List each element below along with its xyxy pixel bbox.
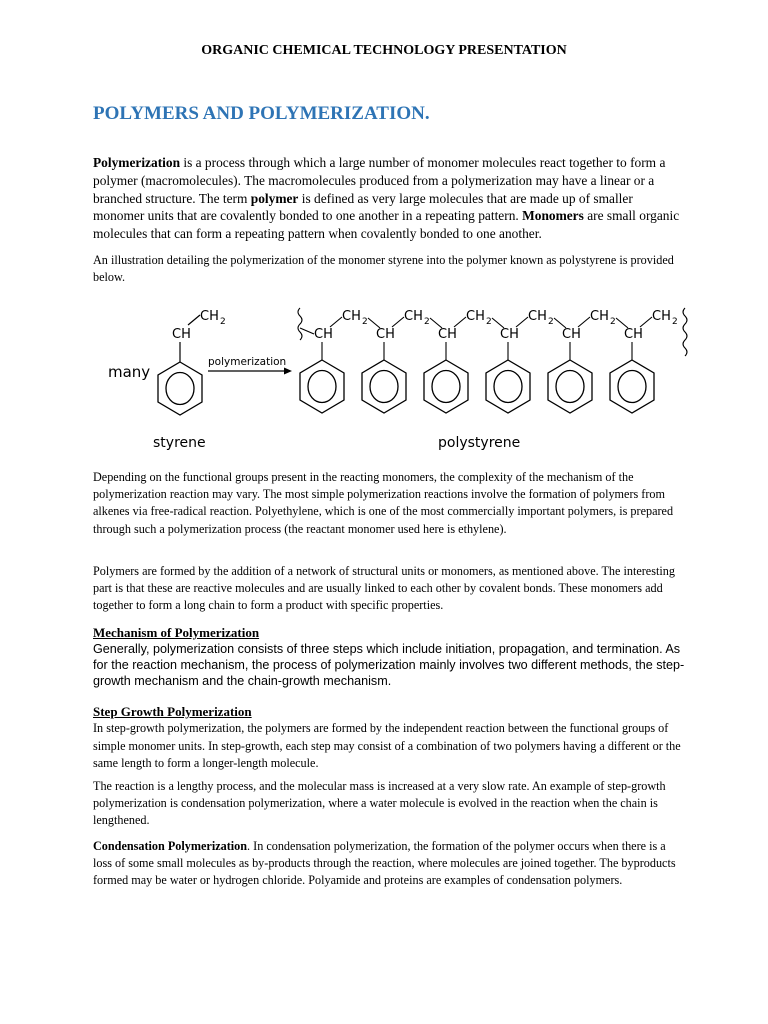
arrow-head <box>284 368 292 375</box>
benzene-ring-inner <box>432 371 460 403</box>
chain-ch-label: CH <box>624 327 643 342</box>
intro-text-1: is a process through which a large number of monomer molecules react together to form a polymer (macromolecules). The macromolecules produced from a polymerization may have a linear or a branched structure. The term <box>93 155 666 206</box>
chain-bond <box>392 317 404 327</box>
condensation-text: . In condensation polymerization, the formation of the polymer occurs when there is a loss of some small molecules as by-products through the reaction, where molecules are joined together. The byproducts formed may be water or hydrogen chloride. Polyamide and proteins are examples of condensation polymers. <box>93 839 676 888</box>
benzene-ring-inner <box>618 371 646 403</box>
chain-bond <box>640 317 652 327</box>
benzene-ring-inner <box>370 371 398 403</box>
chain-ch2-subscript: 2 <box>486 317 492 327</box>
step-growth-heading: Step Growth Polymerization <box>93 704 252 719</box>
chain-ch2-label: CH <box>590 309 609 324</box>
chain-ch2-label: CH <box>342 309 361 324</box>
intro-text-3: are small organic molecules that can form a repeating pattern when covalently bonded to one another. <box>93 208 680 242</box>
chain-ch2-label: CH <box>652 309 671 324</box>
benzene-ring <box>548 360 592 413</box>
ch2-subscript: 2 <box>220 317 226 327</box>
chain-end-left <box>298 308 302 340</box>
polystyrene-label: polystyrene <box>438 435 521 451</box>
intro-paragraph <box>93 154 685 243</box>
mechanism-text: Generally, polymerization consists of three steps which include initiation, propagation, and termination. As for the reaction mechanism, the process of polymerization mainly involves two different methods, the step-growth mechanism and the chain-growth mechanism. <box>93 642 685 689</box>
term-monomers: Monomers <box>522 208 584 224</box>
chain-bond <box>300 328 314 334</box>
chain-ch-label: CH <box>438 327 457 342</box>
chain-ch-label: CH <box>314 327 333 342</box>
chain-ch2-subscript: 2 <box>424 317 430 327</box>
polymerization-figure <box>100 298 692 458</box>
step-growth-text: In step-growth polymerization, the polymers are formed by the independent reaction between the functional groups of simple monomer units. In step-growth, each step may consist of a combination of two polymers having a different or the same length to form a longer-length molecule. <box>93 721 681 770</box>
chain-ch2-label: CH <box>404 309 423 324</box>
benzene-ring <box>300 360 344 413</box>
chain-ch-label: CH <box>500 327 519 342</box>
term-polymerization: Polymerization <box>93 155 181 170</box>
benzene-ring-inner <box>494 371 522 403</box>
benzene-ring <box>610 360 654 413</box>
ch-label: CH <box>172 327 191 342</box>
chain-bond <box>330 317 342 327</box>
chain-ch2-subscript: 2 <box>362 317 368 327</box>
chain-ch-label: CH <box>562 327 581 342</box>
chain-bond <box>454 317 466 327</box>
document-header: ORGANIC CHEMICAL TECHNOLOGY PRESENTATION <box>201 43 567 58</box>
chain-bond <box>578 317 590 327</box>
polystyrene-chain <box>298 308 687 413</box>
chain-ch2-label: CH <box>528 309 547 324</box>
benzene-ring <box>486 360 530 413</box>
page-title: POLYMERS AND POLYMERIZATION. <box>93 103 430 124</box>
chain-end-right <box>683 308 687 356</box>
arrow-label: polymerization <box>208 356 287 368</box>
term-condensation: Condensation Polymerization <box>93 839 248 853</box>
paragraph-mechanism-variety: Depending on the functional groups present in the reacting monomers, the complexity of the mechanism of the polymerization reaction may vary. The most simple polymerization reactions involve the formation of polymers from alkenes via free-radical reaction. Polyethylene, which is one of the most commercially important polymers, is prepared through such a polymerization process (the reactant monomer used here is ethylene). <box>93 470 674 536</box>
mechanism-section <box>93 624 685 689</box>
ch2-label: CH <box>200 309 219 324</box>
intro-text-2: is defined as very large molecules that are made up of smaller monomer units that are covalently bonded to one another in a repeating pattern. <box>93 190 633 224</box>
chain-ch2-subscript: 2 <box>610 317 616 327</box>
benzene-ring <box>362 360 406 413</box>
chain-ch2-subscript: 2 <box>548 317 554 327</box>
benzene-ring-inner <box>556 371 584 403</box>
chain-ch2-subscript: 2 <box>672 317 678 327</box>
many-label: many <box>108 363 151 381</box>
condensation-paragraph <box>93 838 685 890</box>
styrene-label: styrene <box>153 435 206 451</box>
illustration-caption: An illustration detailing the polymerization of the monomer styrene into the polymer known as polystyrene is provided below. <box>93 253 674 285</box>
chain-ch-label: CH <box>376 327 395 342</box>
mechanism-heading: Mechanism of Polymerization <box>93 625 260 640</box>
step-growth-section <box>93 703 685 772</box>
chain-ch2-label: CH <box>466 309 485 324</box>
chain-bond <box>516 317 528 327</box>
paragraph-formation: Polymers are formed by the addition of a network of structural units or monomers, as mentioned above. The interesting part is that these are reactive molecules and are usually linked to each other by covalent bonds. These monomers add together to form a long chain to form a product with specific properties. <box>93 564 675 613</box>
benzene-ring-inner <box>308 371 336 403</box>
benzene-ring <box>424 360 468 413</box>
paragraph-lengthy: The reaction is a lengthy process, and the molecular mass is increased at a very slow rate. An example of step-growth polymerization is condensation polymerization, where a water molecule is evolved in the reaction when the chain is lengthened. <box>93 779 666 828</box>
term-polymer: polymer <box>250 190 299 206</box>
